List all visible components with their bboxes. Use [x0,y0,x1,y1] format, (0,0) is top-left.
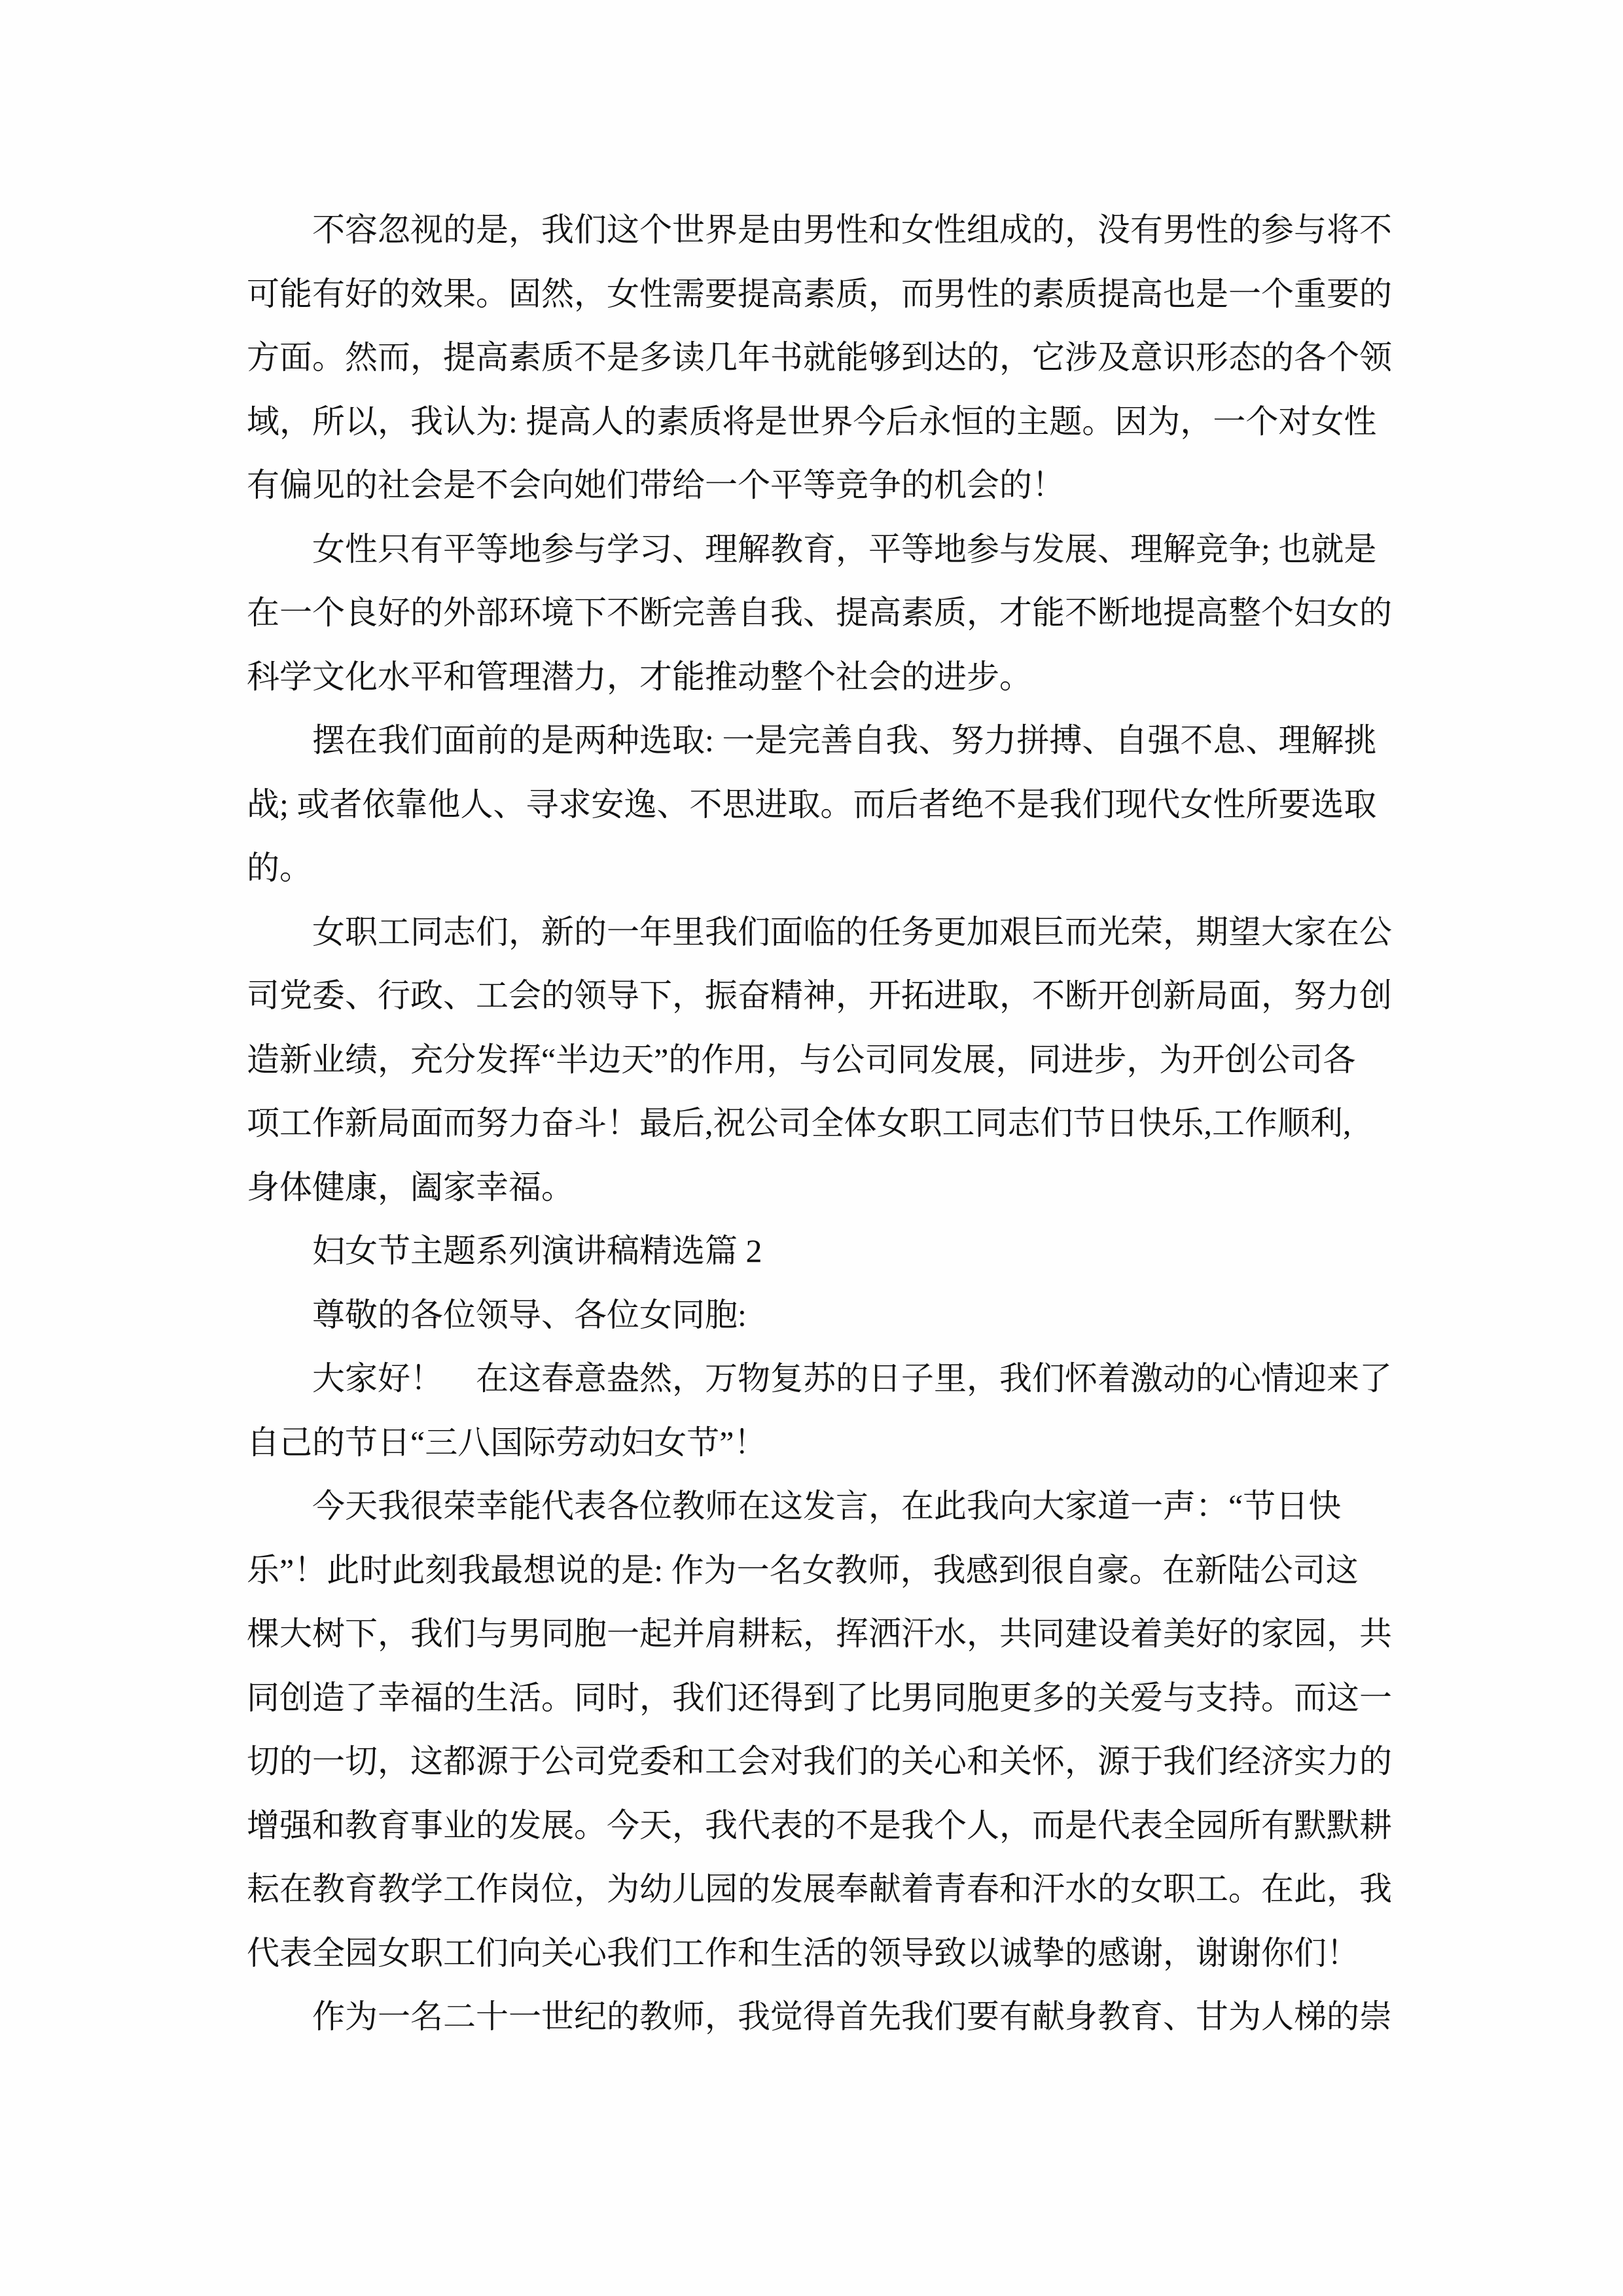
text-line: 域，所以，我认为: 提高人的素质将是世界今后永恒的主题。因为，一个对女性 [247,403,1377,440]
text-line: 同创造了幸福的生活。同时，我们还得到了比男同胞更多的关爱与支持。而这一 [247,1679,1392,1716]
text-line: 司党委、行政、工会的领导下，振奋精神，开拓进取，不断开创新局面，努力创 [247,977,1392,1014]
section-heading-line: 妇女节主题系列演讲稿精选篇 2 [312,1232,762,1269]
text-line: 增强和教育事业的发展。今天，我代表的不是我个人，而是代表全园所有默默耕 [247,1806,1392,1844]
text-line: 有偏见的社会是不会向她们带给一个平等竞争的机会的！ [247,467,1065,503]
text-line: 棵大树下，我们与男同胞一起并肩耕耘，挥洒汗水，共同建设着美好的家园，共 [247,1615,1392,1652]
paragraph-start-line: 作为一名二十一世纪的教师，我觉得首先我们要有献身教育、甘为人梯的崇 [312,1998,1392,2035]
text-line: 项工作新局面而努力奋斗！最后,祝公司全体女职工同志们节日快乐,工作顺利, [247,1105,1351,1141]
text-line: 造新业绩，充分发挥“半边天”的作用，与公司同发展，同进步，为开创公司各 [247,1041,1356,1078]
text-line: 代表全园女职工们向关心我们工作和生活的领导致以诚挚的感谢，谢谢你们！ [247,1934,1359,1971]
text-line: 在一个良好的外部环境下不断完善自我、提高素质，才能不断地提高整个妇女的 [247,594,1392,631]
text-line: 切的一切，这都源于公司党委和工会对我们的关心和关怀，源于我们经济实力的 [247,1743,1392,1780]
text-line: 方面。然而，提高素质不是多读几年书就能够到达的，它涉及意识形态的各个领 [247,339,1392,376]
paragraph-start-line: 女职工同志们，新的一年里我们面临的任务更加艰巨而光荣，期望大家在公 [312,913,1392,950]
text-line: 战; 或者依靠他人、寻求安逸、不思进取。而后者绝不是我们现代女性所要选取 [247,785,1377,823]
text-line: 身体健康，阖家幸福。 [247,1168,574,1206]
text-line: 科学文化水平和管理潜力，才能推动整个社会的进步。 [247,658,1032,695]
text-line: 乐”！此时此刻我最想说的是: 作为一名女教师，我感到很自豪。在新陆公司这 [247,1551,1359,1588]
paragraph-start-line: 女性只有平等地参与学习、理解教育，平等地参与发展、理解竞争; 也就是 [312,530,1377,567]
paragraph-start-line: 大家好！ 在这春意盎然，万物复苏的日子里，我们怀着激动的心情迎来了 [312,1360,1392,1397]
text-line: 的。 [247,850,312,886]
text-line: 可能有好的效果。固然，女性需要提高素质，而男性的素质提高也是一个重要的 [247,275,1392,312]
salutation-line: 尊敬的各位领导、各位女同胞: [312,1296,747,1333]
text-line: 自己的节日“三八国际劳动妇女节”！ [247,1424,767,1461]
text-block [247,198,1392,2049]
paragraph-start-line: 不容忽视的是，我们这个世界是由男性和女性组成的，没有男性的参与将不 [312,211,1392,248]
paragraph-start-line: 摆在我们面前的是两种选取: 一是完善自我、努力拼搏、自强不息、理解挑 [312,722,1377,759]
paragraph-start-line: 今天我很荣幸能代表各位教师在这发言，在此我向大家道一声：“节日快 [312,1488,1342,1524]
text-line: 耘在教育教学工作岗位，为幼儿园的发展奉献着青春和汗水的女职工。在此，我 [247,1871,1392,1907]
